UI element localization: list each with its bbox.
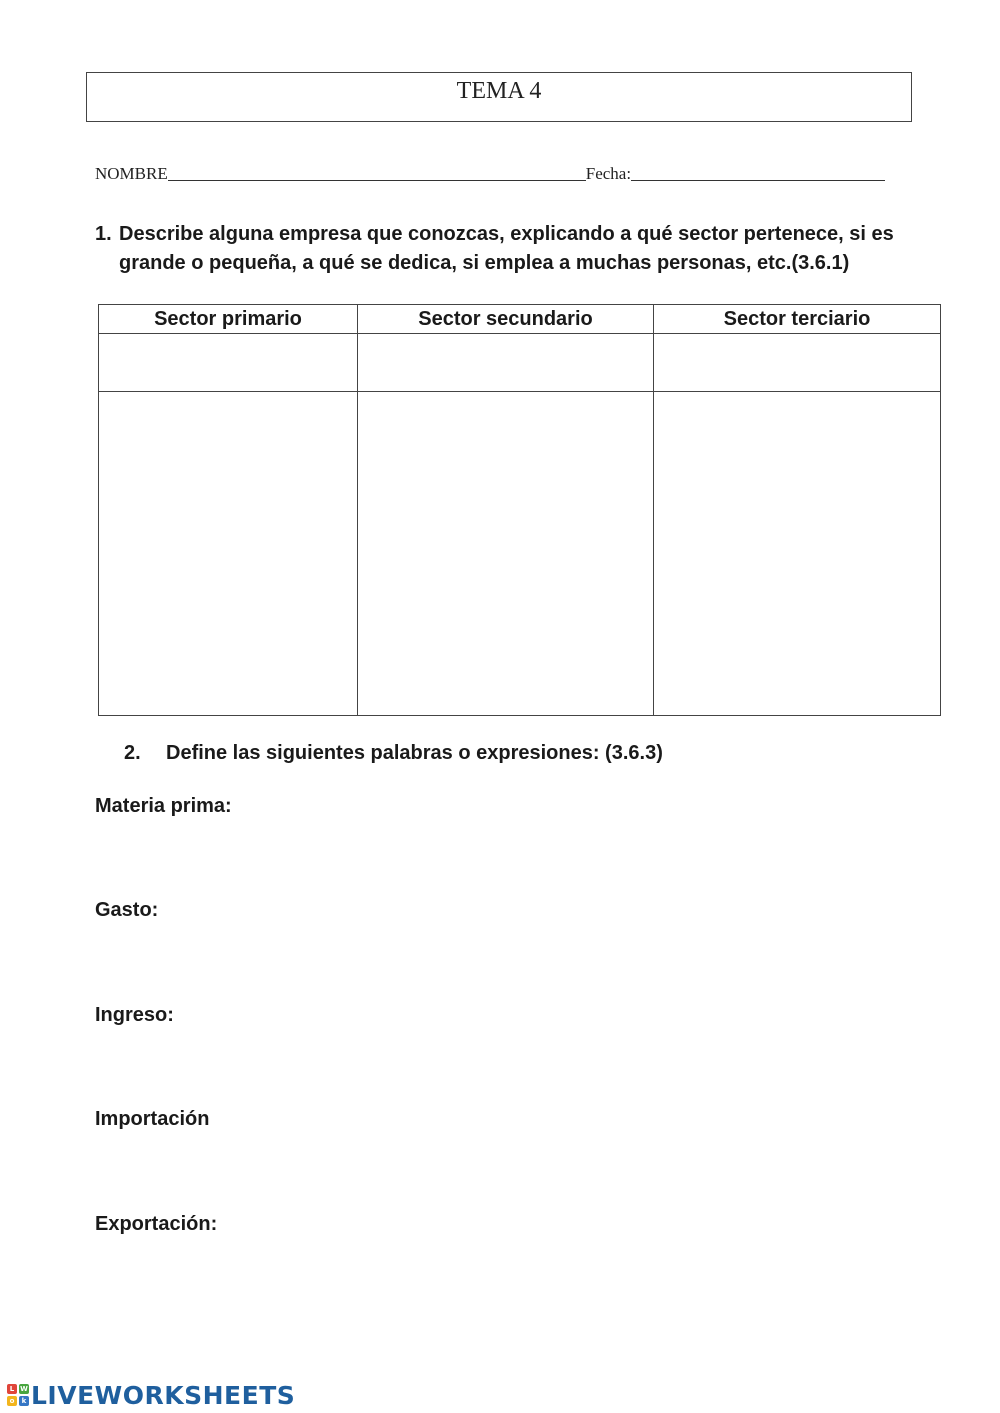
- table-row: [99, 334, 941, 392]
- sectors-table: [98, 304, 941, 716]
- question-2: [124, 742, 663, 765]
- answer-cell-terciario-1[interactable]: [654, 334, 941, 392]
- question-1-line-2: grande o pequeña, a qué se dedica, si emplea a muchas personas, etc.(3.6.1): [119, 252, 850, 274]
- name-date-line: [95, 160, 905, 184]
- term-gasto: Gasto:: [95, 899, 159, 921]
- answer-cell-secundario-2[interactable]: [358, 392, 654, 716]
- answer-cell-terciario-2[interactable]: [654, 392, 941, 716]
- answer-cell-secundario-1[interactable]: [358, 334, 654, 392]
- answer-cell-primario-2[interactable]: [99, 392, 358, 716]
- logo-blocks-icon: [7, 1384, 29, 1406]
- page-title: TEMA 4: [456, 78, 542, 104]
- logo-block: o: [7, 1396, 17, 1406]
- question-1-line-1: Describe alguna empresa que conozcas, explicando a qué sector pertenece, si es: [119, 223, 894, 245]
- name-label: NOMBRE: [95, 164, 168, 183]
- date-field[interactable]: [631, 162, 885, 181]
- question-2-text: Define las siguientes palabras o expresiones: (3.6.3): [166, 742, 663, 764]
- date-label: Fecha:: [585, 164, 632, 183]
- table-row: [99, 392, 941, 716]
- header-sector-secundario: Sector secundario: [358, 305, 654, 334]
- question-2-number: 2.: [124, 742, 141, 764]
- logo-block: L: [7, 1384, 17, 1394]
- logo-block: W: [20, 1385, 28, 1393]
- logo-block: k: [19, 1396, 29, 1406]
- term-exportacion: Exportación:: [95, 1213, 218, 1235]
- liveworksheets-logo[interactable]: [7, 1380, 295, 1410]
- term-importacion: Importación: [95, 1108, 210, 1130]
- header-sector-primario: Sector primario: [99, 305, 358, 334]
- header-sector-terciario: Sector terciario: [654, 305, 941, 334]
- title-box: [86, 72, 912, 122]
- brand-name: LIVEWORKSHEETS: [31, 1380, 296, 1410]
- answer-cell-primario-1[interactable]: [99, 334, 358, 392]
- table-header-row: [99, 305, 941, 334]
- question-1: [95, 220, 925, 278]
- term-materia-prima: Materia prima:: [95, 795, 232, 817]
- question-1-number: 1.: [95, 223, 112, 245]
- name-field[interactable]: [168, 162, 586, 181]
- term-ingreso: Ingreso:: [95, 1004, 174, 1026]
